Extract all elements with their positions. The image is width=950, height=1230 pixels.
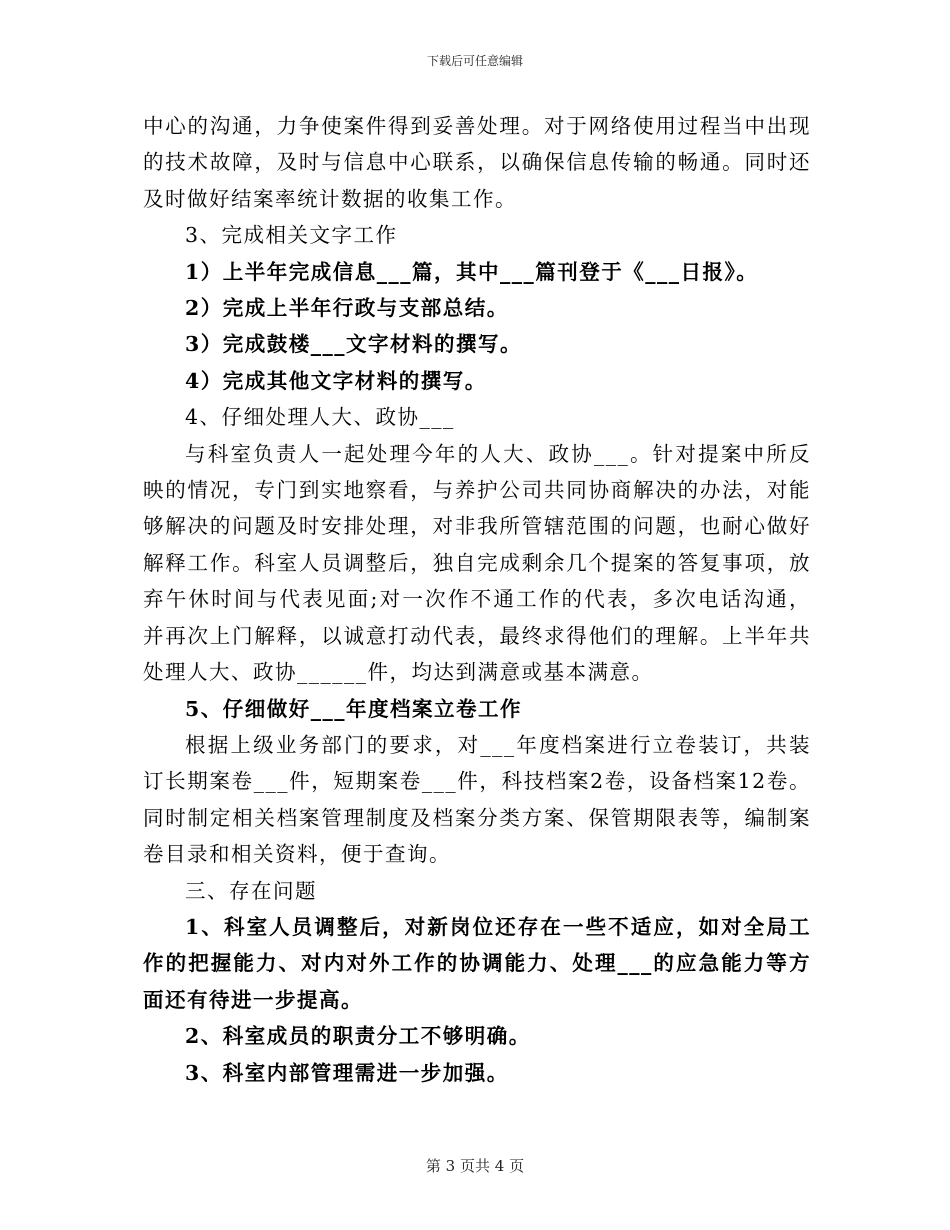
- item-information-count: 1）上半年完成信息___篇，其中___篇刊登于《___日报》。: [185, 259, 759, 284]
- paragraph-proposals: 与科室负责人一起处理今年的人大、政协___。针对提案中所反映的情况，专门到实地察看，与养护公司共同协商解决的办法，对能够解决的问题及时安排处理，对非我所管辖范围的问题，也耐心做好解释工作。科室人员调整后，独自完成剩余几个提案的答复事项，放弃午休时间与代表见面;对一次作不通工作的代表，多次电话沟通，并再次上门解释，以诚意打动代表，最终求得他们的理解。上半年共处理人大、政协______件，均达到满意或基本满意。: [143, 441, 811, 685]
- item-gulou-materials: 3）完成鼓楼___文字材料的撰写。: [185, 332, 523, 357]
- heading-archives: 5、仔细做好___年度档案立卷工作: [185, 696, 523, 721]
- document-body: [143, 108, 811, 1091]
- page-header: 下载后可任意编辑: [426, 54, 523, 68]
- heading-proposals: 4、仔细处理人大、政协___: [185, 405, 455, 430]
- problem-2: 2、科室成员的职责分工不够明确。: [185, 1024, 531, 1049]
- paragraph-communication: 中心的沟通，力争使案件得到妥善处理。对于网络使用过程当中出现的技术故障，及时与信息中心联系，以确保信息传输的畅通。同时还及时做好结案率统计数据的收集工作。: [143, 114, 811, 211]
- item-summary: 2）完成上半年行政与支部总结。: [185, 296, 509, 321]
- problem-3: 3、科室内部管理需进一步加强。: [185, 1060, 509, 1085]
- paragraph-archives: 根据上级业务部门的要求，对___年度档案进行立卷装订，共装订长期案卷___件，短期案卷___件，科技档案2卷，设备档案12卷。同时制定相关档案管理制度及档案分类方案、保管期限表等，编制案卷目录和相关资料，便于查询。: [143, 732, 811, 867]
- heading-text-work: 3、完成相关文字工作: [185, 223, 398, 248]
- page-footer: 第 3 页共 4 页: [425, 1157, 525, 1175]
- heading-problems: 三、存在问题: [185, 878, 317, 903]
- item-other-materials: 4）完成其他文字材料的撰写。: [185, 368, 487, 393]
- problem-1: 1、科室人员调整后，对新岗位还存在一些不适应，如对全局工作的把握能力、对内对外工作的协调能力、处理___的应急能力等方面还有待进一步提高。: [143, 914, 811, 1012]
